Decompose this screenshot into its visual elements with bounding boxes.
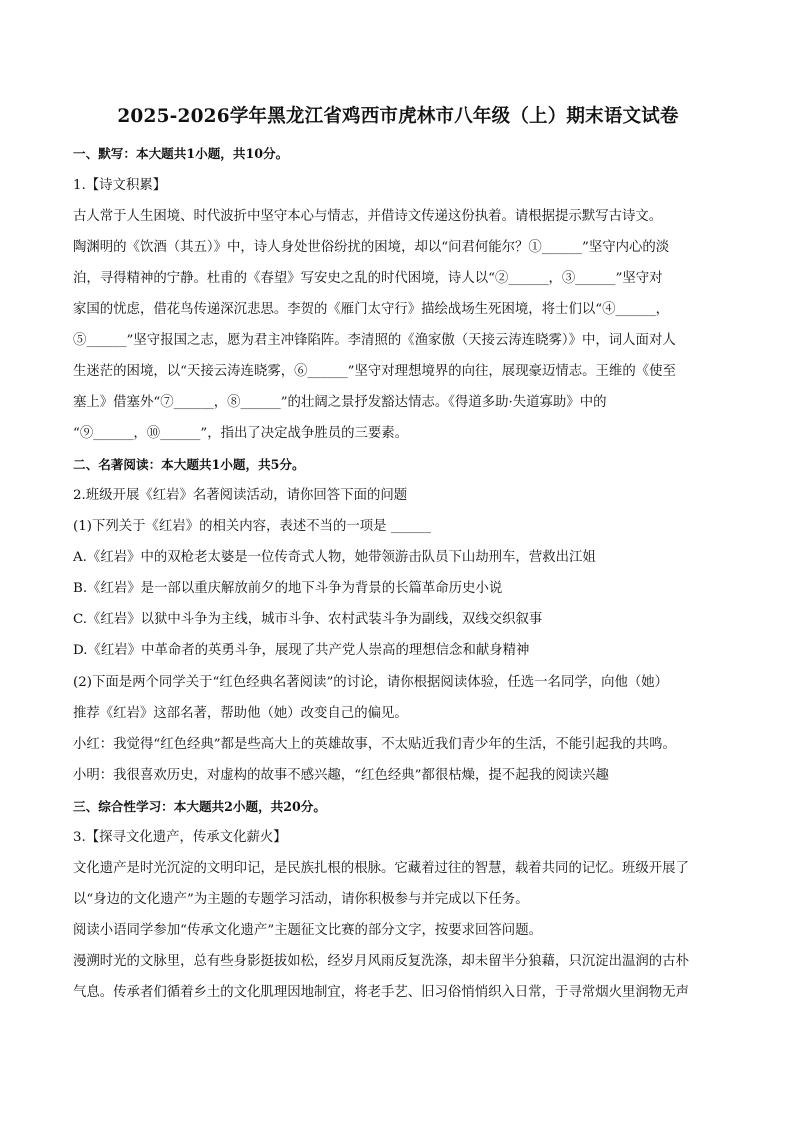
option-b: B.《红岩》是一部以重庆解放前夕的地下斗争为背景的长篇革命历史小说 (73, 581, 503, 596)
paragraph-line: 阅读小语同学参加“传承文化遗产”主题征文比赛的部分文字，按要求回答问题。 (73, 923, 542, 938)
option-d: D.《红岩》中革命者的英勇斗争，展现了共产党人崇高的理想信念和献身精神 (73, 643, 530, 658)
paragraph-line: 推荐《红岩》这部名著，帮助他（她）改变自己的偏见。 (73, 706, 408, 721)
sub-question-2: (2)下面是两个同学关于“红色经典名著阅读”的讨论，请你根据阅读体验，任选一名同学，向他（她） (73, 675, 669, 690)
section-heading-2: 二、名著阅读：本大题共1小题，共5分。 (73, 457, 305, 472)
paragraph-line: 漫溯时光的文脉里，总有些身影挺拔如松，经岁月风雨反复洗涤，却未留半分狼藉，只沉淀出温润的古朴 (73, 954, 689, 969)
paragraph-line: 生迷茫的困境，以“天接云涛连晓雾，⑥______”坚守对理想境界的向往，展现豪迈情志。王维的《使至 (73, 364, 676, 379)
paragraph-line: 泊，寻得精神的宁静。杜甫的《春望》写安史之乱的时代困境，诗人以“②______，③______”坚守对 (73, 271, 663, 286)
paragraph-line: 家国的忧虑，借花鸟传递深沉悲思。李贺的《雁门太守行》描绘战场生死困境，将士们以“④______， (73, 302, 670, 317)
dialogue-xiaoming: 小明：我很喜欢历史，对虚构的故事不感兴趣，“红色经典”都很枯燥，提不起我的阅读兴趣 (73, 768, 609, 783)
paragraph-line: ⑤______”坚守报国之志，愿为君主冲锋陷阵。李清照的《渔家傲（天接云涛连晓雾）》中，词人面对人 (73, 333, 676, 348)
paragraph-line: “⑨______，⑩______”，指出了决定战争胜员的三要素。 (73, 426, 409, 441)
paragraph-line: 古人常于人生困境、时代波折中坚守本心与情志，并借诗文传递这份执着。请根据提示默写古诗文。 (73, 209, 663, 224)
sub-question-1: (1)下列关于《红岩》的相关内容，表述不当的一项是 ______ (73, 519, 431, 534)
question-2-heading: 2.班级开展《红岩》名著阅读活动，请你回答下面的问题 (73, 488, 408, 503)
section-heading-1: 一、默写：本大题共1小题，共10分。 (73, 146, 289, 161)
question-3-heading: 3.【探寻文化遗产，传承文化薪火】 (73, 830, 287, 845)
question-1-heading: 1.【诗文积累】 (73, 178, 167, 193)
page-title: 2025-2026学年黑龙江省鸡西市虎林市八年级（上）期末语文试卷 (117, 106, 679, 127)
section-heading-3: 三、综合性学习：本大题共2小题，共20分。 (73, 799, 326, 814)
paragraph-line: 陶渊明的《饮酒（其五）》中，诗人身处世俗纷扰的困境，却以“问君何能尔？①______”坚守内心的淡 (73, 240, 670, 255)
paragraph-line: 以“身边的文化遗产”为主题的专题学习活动，请你积极参与并完成以下任务。 (73, 892, 529, 907)
option-a: A.《红岩》中的双枪老太婆是一位传奇式人物，她带领游击队员下山劫刑车，营救出江姐 (73, 550, 596, 565)
paragraph-line: 文化遗产是时光沉淀的文明印记，是民族扎根的根脉。它藏着过往的智慧，载着共同的记忆。班级开展了 (73, 861, 689, 876)
dialogue-xiaohong: 小红：我觉得“红色经典”都是些高大上的英雄故事，不太贴近我们青少年的生活，不能引起我的共鸣。 (73, 737, 676, 752)
paragraph-line: 塞上》借塞外“⑦______，⑧______”的壮阔之景抒发豁达情志。《得道多助·失道寡助》中的 (73, 395, 607, 410)
option-c: C.《红岩》以狱中斗争为主线，城市斗争、农村武装斗争为副线，双线交织叙事 (73, 612, 543, 627)
paragraph-line: 气息。传承者们循着乡土的文化肌理因地制宜，将老手艺、旧习俗悄悄织入日常，于寻常烟火里润物无声 (73, 985, 689, 1000)
